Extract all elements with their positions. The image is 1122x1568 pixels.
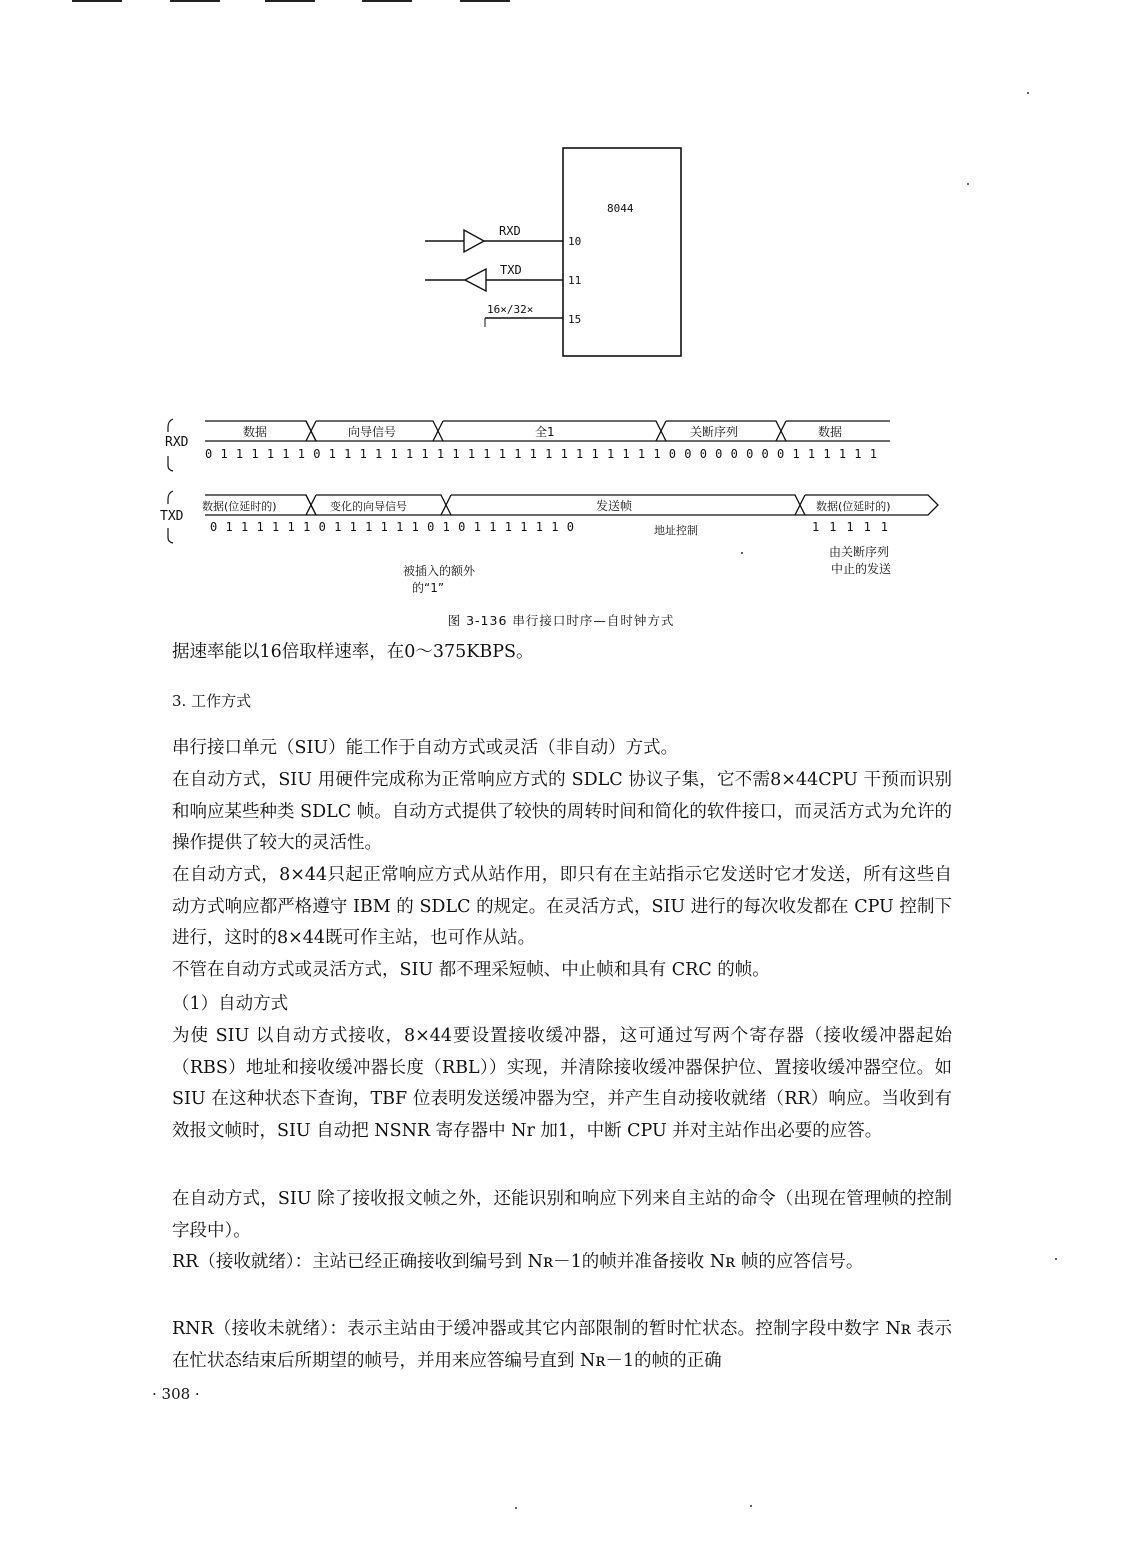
- rxd-bit-stream: 0 1 1 1 1 1 1 0 1 1 1 1 1 1 1 1 1 1 1 1 1 1 1 1 1 1 1 1 1 1 0 0 0 0 0 0 0 0 1 1 1 1 1 1: [205, 447, 877, 461]
- txd-row-label: TXD: [160, 509, 184, 524]
- page-number: · 308 ·: [152, 1385, 200, 1403]
- txd-signal-label: TXD: [500, 263, 522, 277]
- abort-note-2: 中止的发送: [831, 562, 892, 576]
- scan-speck: [741, 552, 743, 554]
- paragraph-9: RNR（接收未就绪）：表示主站由于缓冲器或其它内部限制的暂时忙状态。控制字段中数字 Nʀ 表示在忙状态结束后所期望的帧号，并用来应答编号直到 Nʀ－1的帧的正确: [172, 1319, 952, 1371]
- txd-field-modified-preamble: 变化的向导信号: [330, 500, 407, 513]
- inserted-one-note: 被插入的额外: [403, 564, 476, 578]
- subheading-auto-mode: （1）自动方式: [172, 994, 289, 1014]
- txd-field-delayed-data: 数据(位延时的): [202, 500, 277, 513]
- paragraph-7: 在自动方式，SIU 除了接收报文帧之外，还能识别和响应下列来自主站的命令（出现在管理帧的控制字段中）。: [172, 1189, 952, 1241]
- pin-rxd-number: 10: [568, 235, 582, 248]
- rxd-signal-label: RXD: [499, 224, 521, 238]
- rxd-field-data-2: 数据: [818, 425, 843, 439]
- scan-speck: [515, 1507, 517, 1509]
- scan-speck: [750, 1505, 752, 1507]
- section-heading: 3. 工作方式: [172, 692, 252, 710]
- paragraph-4: 不管在自动方式或灵活方式，SIU 都不理采短帧、中止帧和具有 CRC 的帧。: [172, 960, 770, 980]
- rxd-field-all-ones: 全1: [535, 425, 555, 439]
- rxd-field-abort: 关断序列: [690, 425, 739, 439]
- txd-buffer-icon: [465, 269, 486, 291]
- block-diagram: [425, 148, 681, 356]
- paragraph-2: 在自动方式，SIU 用硬件完成称为正常响应方式的 SDLC 协议子集，它不需8×44CPU 干预而识别和响应某些种类 SDLC 帧。自动方式提供了较快的周转时间和简化的软件接口，而灵活方式为允许的操作提供了较大的灵活性。: [172, 770, 952, 853]
- pin-txd-number: 11: [568, 274, 582, 287]
- rxd-field-preamble: 向导信号: [348, 425, 397, 439]
- timing-diagram: [160, 419, 938, 595]
- scan-speck: [1055, 1258, 1057, 1260]
- txd-bit-stream: 0 1 1 1 1 1 1 0 1 1 1 1 1 1 0 1 0 1 1 1 1 1 1 0: [210, 520, 574, 534]
- figure-caption: 图 3-136 串行接口时序—自时钟方式: [447, 613, 675, 628]
- rxd-buffer-icon: [464, 230, 484, 252]
- paragraph-1: 串行接口单元（SIU）能工作于自动方式或灵活（非自动）方式。: [172, 738, 679, 758]
- rxd-field-data: 数据: [243, 425, 268, 439]
- inserted-one-note-2: 的“1”: [412, 581, 445, 595]
- txd-field-delayed-data-2: 数据(位延时的): [816, 500, 891, 513]
- abort-note: 由关断序列: [829, 545, 890, 559]
- paragraph-8: RR（接收就绪）：主站已经正确接收到编号到 Nʀ－1的帧并准备接收 Nʀ 帧的应答信号。: [172, 1252, 864, 1272]
- chip-label: 8044: [607, 202, 634, 215]
- scan-speck: [1027, 92, 1029, 94]
- txd-field-frame: 发送帧: [596, 499, 633, 513]
- address-control-label: 地址控制: [654, 524, 698, 537]
- paragraph-continuation: 据速率能以16倍取样速率，在0～375KBPS。: [172, 642, 534, 662]
- rxd-row-label: RXD: [165, 435, 189, 450]
- figure-3-136: [0, 0, 1122, 640]
- clock-mode-label: 16×/32×: [487, 303, 534, 316]
- paragraph-6: 为使 SIU 以自动方式接收，8×44要设置接收缓冲器，这可通过写两个寄存器（接收缓冲器起始（RBS）地址和接收缓冲器长度（RBL））实现，并清除接收缓冲器保护位、置接收缓冲器空位。如 SIU 在这种状态下查询，TBF 位表明发送缓冲器为空，并产生自动接收就绪（RR）响应。当收到有效报文帧时，SIU 自动把 NSNR 寄存器中 Nr 加1，中断 CPU 并对主站作出必要的应答。: [172, 1026, 952, 1141]
- scan-speck: [967, 183, 969, 185]
- txd-bit-stream-tail: 1 1 1 1 1: [812, 520, 888, 534]
- paragraph-3: 在自动方式，8×44只起正常响应方式从站作用，即只有在主站指示它发送时它才发送，所有这些自动方式响应都严格遵守 IBM 的 SDLC 的规定。在灵活方式，SIU 进行的每次收发都在 CPU 控制下进行，这时的8×44既可作主站，也可作从站。: [172, 865, 952, 948]
- pin-clock-number: 15: [568, 313, 582, 326]
